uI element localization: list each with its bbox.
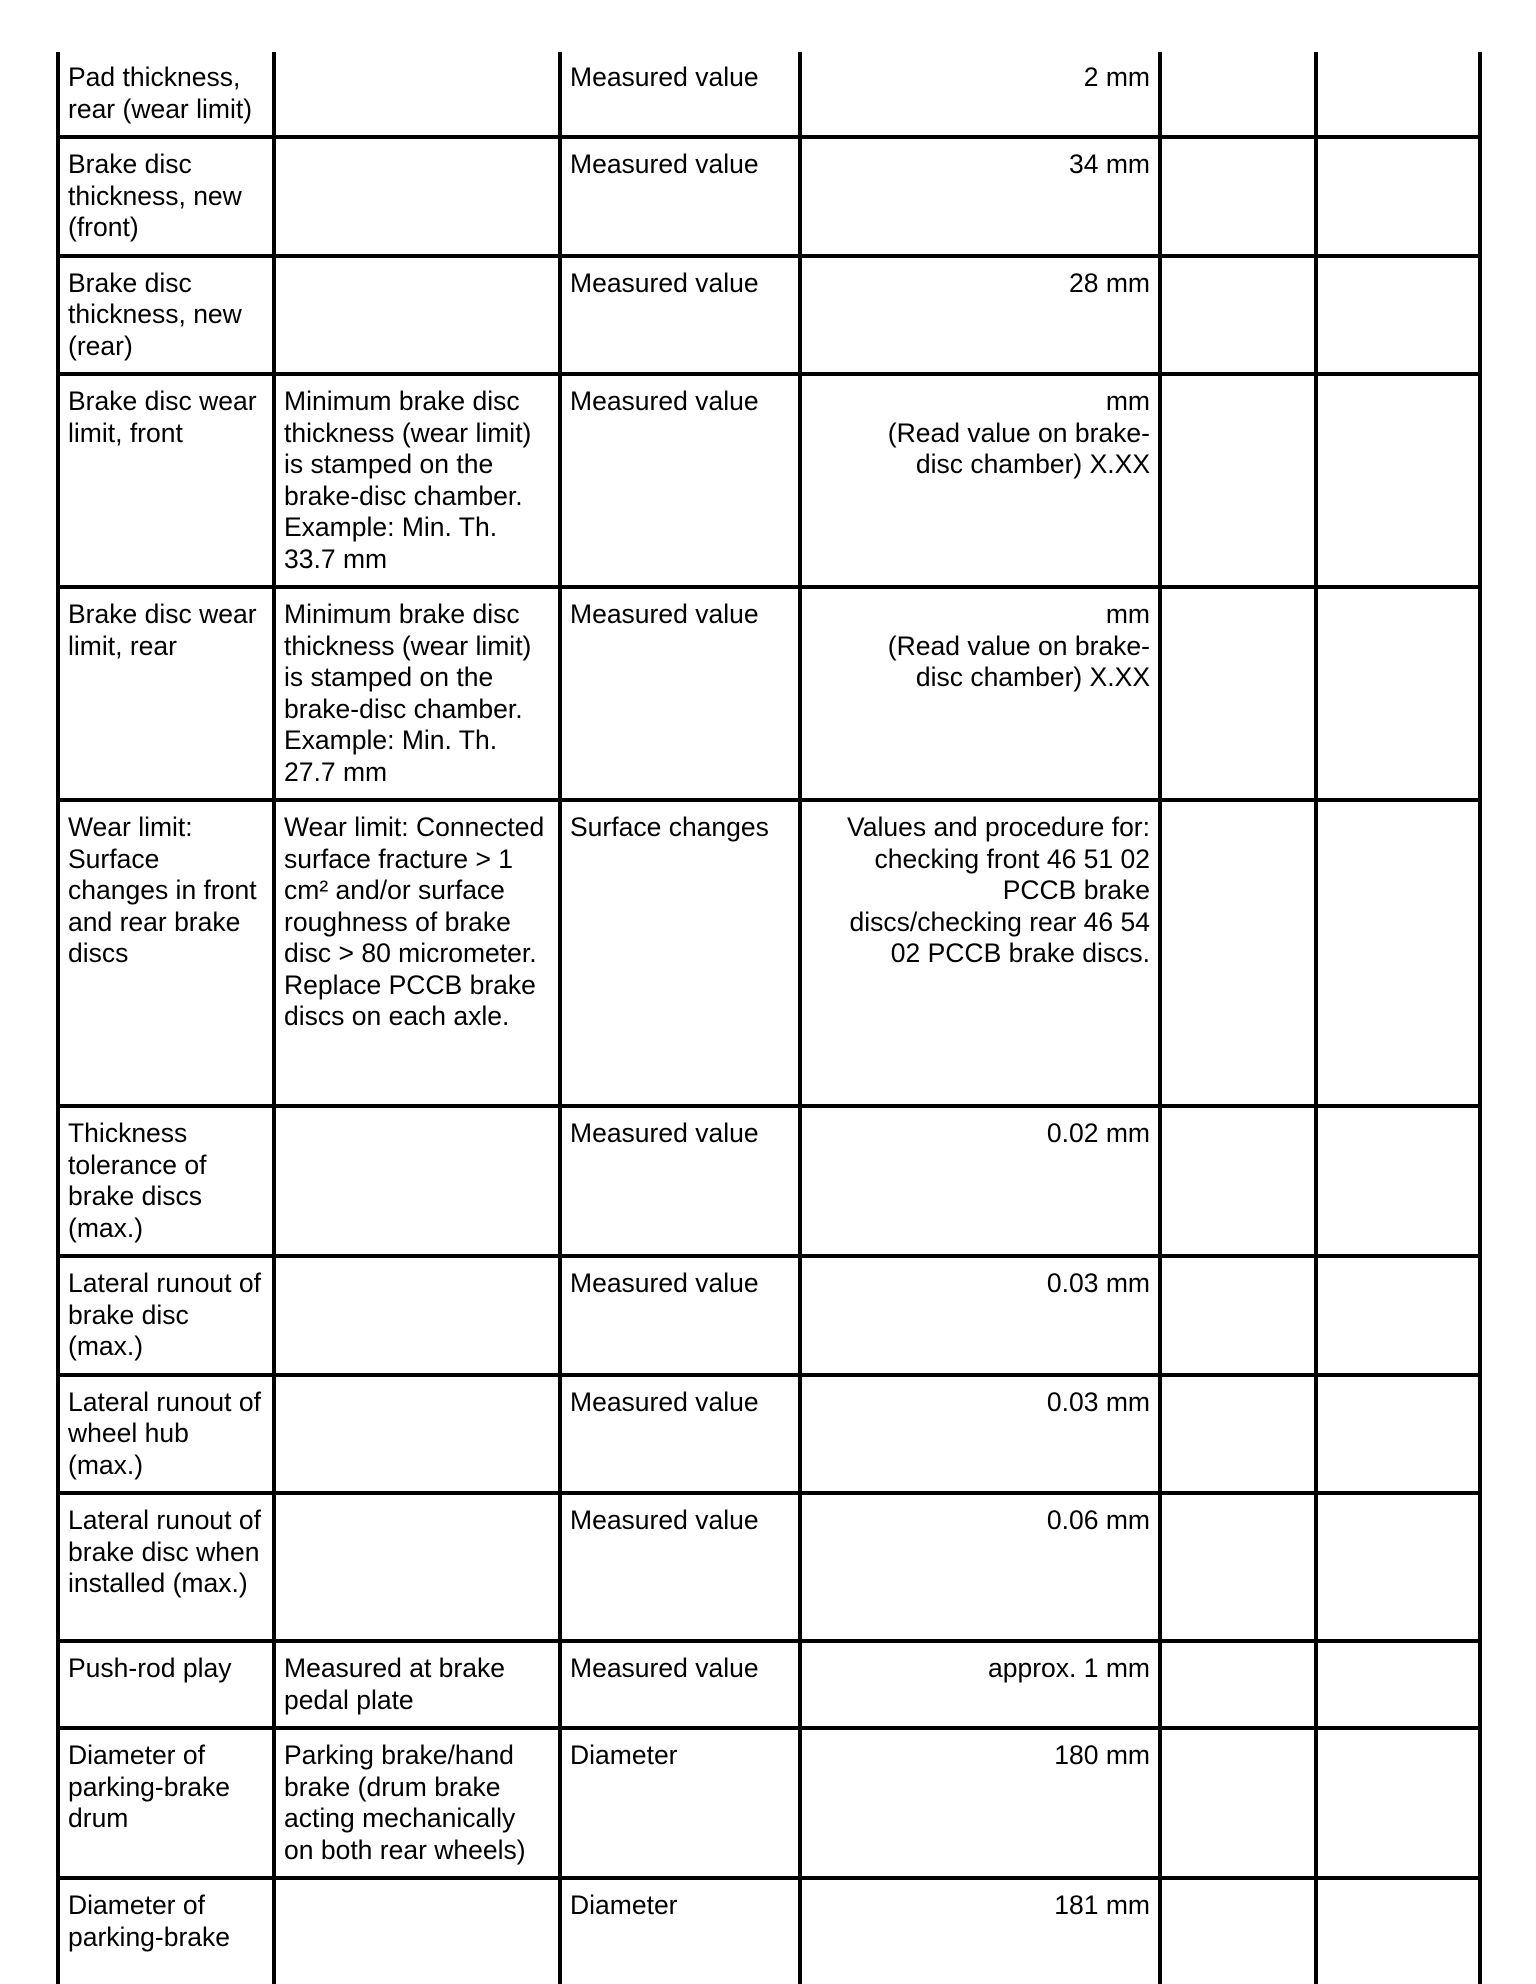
- parameter-cell: Brake disc thickness, new (rear): [58, 256, 274, 375]
- empty-cell: [1316, 1493, 1480, 1641]
- measurement-type-cell: Measured value: [560, 1641, 800, 1728]
- parameter-cell: Pad thickness, rear (wear limit): [58, 52, 274, 137]
- value-cell: 181 mm: [800, 1878, 1160, 1984]
- empty-cell: [1316, 137, 1480, 256]
- value-cell: 0.03 mm: [800, 1256, 1160, 1375]
- empty-cell: [1160, 1493, 1316, 1641]
- empty-cell: [1316, 256, 1480, 375]
- empty-cell: [1160, 1728, 1316, 1878]
- value-cell: approx. 1 mm: [800, 1641, 1160, 1728]
- empty-cell: [1160, 256, 1316, 375]
- parameter-cell: Brake disc wear limit, rear: [58, 587, 274, 800]
- empty-cell: [1160, 374, 1316, 587]
- empty-cell: [1316, 1728, 1480, 1878]
- value-cell: 0.03 mm: [800, 1375, 1160, 1494]
- note-cell: [274, 52, 560, 137]
- value-cell: Values and procedure for: checking front 46 51 02 PCCB brake discs/checking rear 46 54 02 PCCB brake discs.: [800, 800, 1160, 1106]
- empty-cell: [1316, 1106, 1480, 1256]
- parameter-cell: Push-rod play: [58, 1641, 274, 1728]
- note-cell: [274, 1256, 560, 1375]
- note-cell: [274, 1106, 560, 1256]
- measurement-type-cell: Diameter: [560, 1878, 800, 1984]
- parameter-cell: Brake disc thickness, new (front): [58, 137, 274, 256]
- note-cell: [274, 137, 560, 256]
- empty-cell: [1160, 52, 1316, 137]
- parameter-cell: Thickness tolerance of brake discs (max.): [58, 1106, 274, 1256]
- table-row: [58, 1493, 1480, 1641]
- table-row: [58, 1878, 1480, 1984]
- parameter-cell: Lateral runout of brake disc when installed (max.): [58, 1493, 274, 1641]
- measurement-type-cell: Measured value: [560, 137, 800, 256]
- note-cell: Minimum brake disc thickness (wear limit) is stamped on the brake-disc chamber. Example: Min. Th. 33.7 mm: [274, 374, 560, 587]
- value-cell: mm (Read value on brake- disc chamber) X.XX: [800, 587, 1160, 800]
- measurement-type-cell: Measured value: [560, 1256, 800, 1375]
- parameter-cell: Lateral runout of brake disc (max.): [58, 1256, 274, 1375]
- note-cell: [274, 256, 560, 375]
- table-row: [58, 1375, 1480, 1494]
- empty-cell: [1316, 800, 1480, 1106]
- table-row: [58, 1641, 1480, 1728]
- measurement-type-cell: Diameter: [560, 1728, 800, 1878]
- measurement-type-cell: Measured value: [560, 1375, 800, 1494]
- note-cell: [274, 1878, 560, 1984]
- table-row: [58, 587, 1480, 800]
- empty-cell: [1316, 1256, 1480, 1375]
- empty-cell: [1160, 1375, 1316, 1494]
- parameter-cell: Wear limit: Surface changes in front and rear brake discs: [58, 800, 274, 1106]
- measurement-type-cell: Measured value: [560, 256, 800, 375]
- empty-cell: [1316, 1375, 1480, 1494]
- parameter-cell: Brake disc wear limit, front: [58, 374, 274, 587]
- empty-cell: [1316, 1878, 1480, 1984]
- note-cell: [274, 1375, 560, 1494]
- empty-cell: [1160, 1878, 1316, 1984]
- parameter-cell: Diameter of parking-brake: [58, 1878, 274, 1984]
- table-row: [58, 1256, 1480, 1375]
- measurement-type-cell: Measured value: [560, 587, 800, 800]
- parameter-cell: Lateral runout of wheel hub (max.): [58, 1375, 274, 1494]
- value-cell: 0.02 mm: [800, 1106, 1160, 1256]
- table-row: [58, 800, 1480, 1106]
- empty-cell: [1160, 587, 1316, 800]
- measurement-type-cell: Measured value: [560, 52, 800, 137]
- table-row: [58, 1106, 1480, 1256]
- empty-cell: [1160, 1106, 1316, 1256]
- note-cell: Measured at brake pedal plate: [274, 1641, 560, 1728]
- empty-cell: [1316, 1641, 1480, 1728]
- empty-cell: [1160, 137, 1316, 256]
- value-cell: 34 mm: [800, 137, 1160, 256]
- empty-cell: [1160, 1641, 1316, 1728]
- value-cell: mm (Read value on brake- disc chamber) X.XX: [800, 374, 1160, 587]
- empty-cell: [1316, 52, 1480, 137]
- value-cell: 28 mm: [800, 256, 1160, 375]
- measurement-type-cell: Measured value: [560, 1106, 800, 1256]
- empty-cell: [1316, 587, 1480, 800]
- table-row: [58, 137, 1480, 256]
- empty-cell: [1160, 1256, 1316, 1375]
- value-cell: 2 mm: [800, 52, 1160, 137]
- table-row: [58, 52, 1480, 137]
- note-cell: Minimum brake disc thickness (wear limit) is stamped on the brake-disc chamber. Example: Min. Th. 27.7 mm: [274, 587, 560, 800]
- note-cell: [274, 1493, 560, 1641]
- specification-table: [56, 52, 1482, 1984]
- value-cell: 180 mm: [800, 1728, 1160, 1878]
- measurement-type-cell: Surface changes: [560, 800, 800, 1106]
- table-row: [58, 256, 1480, 375]
- table-row: [58, 1728, 1480, 1878]
- note-cell: Wear limit: Connected surface fracture > 1 cm² and/or surface roughness of brake disc > 80 micrometer. Replace PCCB brake discs on each axle.: [274, 800, 560, 1106]
- table-row: [58, 374, 1480, 587]
- value-cell: 0.06 mm: [800, 1493, 1160, 1641]
- measurement-type-cell: Measured value: [560, 1493, 800, 1641]
- empty-cell: [1316, 374, 1480, 587]
- parameter-cell: Diameter of parking-brake drum: [58, 1728, 274, 1878]
- note-cell: Parking brake/hand brake (drum brake acting mechanically on both rear wheels): [274, 1728, 560, 1878]
- empty-cell: [1160, 800, 1316, 1106]
- measurement-type-cell: Measured value: [560, 374, 800, 587]
- specification-table-body: [58, 52, 1480, 1984]
